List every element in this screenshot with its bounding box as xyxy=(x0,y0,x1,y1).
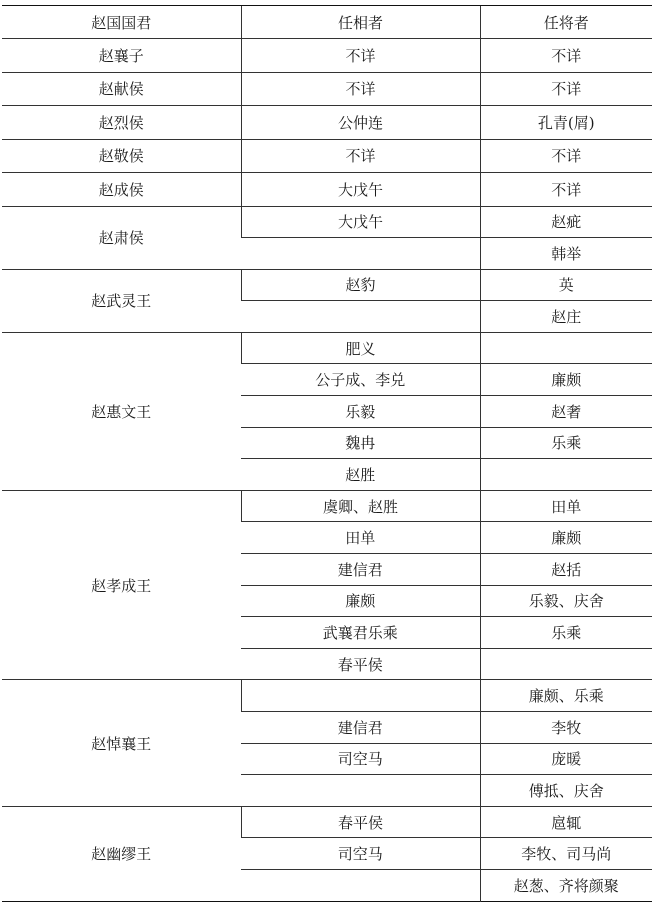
chancellor-cell: 大戊午 xyxy=(241,206,480,238)
general-cell xyxy=(480,332,652,364)
chancellor-cell xyxy=(241,869,480,901)
chancellor-cell: 乐毅 xyxy=(241,396,480,428)
general-cell: 庞暖 xyxy=(480,743,652,775)
general-cell: 廉颇 xyxy=(480,364,652,396)
general-cell: 英 xyxy=(480,269,652,301)
general-cell: 不详 xyxy=(480,39,652,73)
chancellor-cell xyxy=(241,238,480,270)
general-cell: 李牧、司马尚 xyxy=(480,838,652,870)
chancellor-cell: 魏冉 xyxy=(241,427,480,459)
table-row xyxy=(2,139,652,173)
table-row xyxy=(2,490,652,522)
chancellor-cell: 司空马 xyxy=(241,743,480,775)
chancellor-cell: 肥义 xyxy=(241,332,480,364)
ruler-cell: 赵成侯 xyxy=(2,173,241,207)
general-cell: 廉颇 xyxy=(480,522,652,554)
general-cell: 赵庄 xyxy=(480,301,652,333)
chancellor-cell: 不详 xyxy=(241,39,480,73)
general-cell: 不详 xyxy=(480,139,652,173)
general-cell: 廉颇、乐乘 xyxy=(480,680,652,712)
ruler-cell: 赵幽缪王 xyxy=(2,806,241,901)
general-cell: 乐乘 xyxy=(480,617,652,649)
chancellor-cell: 廉颇 xyxy=(241,585,480,617)
ruler-cell: 赵孝成王 xyxy=(2,490,241,680)
general-cell: 不详 xyxy=(480,72,652,106)
ruler-cell: 赵烈侯 xyxy=(2,106,241,140)
general-cell: 乐乘 xyxy=(480,427,652,459)
general-cell: 傅抵、庆舍 xyxy=(480,775,652,807)
chancellor-cell: 春平侯 xyxy=(241,648,480,680)
chancellor-cell: 不详 xyxy=(241,139,480,173)
header-row xyxy=(2,6,652,39)
table-row xyxy=(2,106,652,140)
ruler-cell: 赵敬侯 xyxy=(2,139,241,173)
ruler-cell: 赵惠文王 xyxy=(2,332,241,490)
header-ruler: 赵国国君 xyxy=(2,6,241,39)
general-cell: 韩举 xyxy=(480,238,652,270)
general-cell xyxy=(480,459,652,491)
general-cell: 赵葱、齐将颜聚 xyxy=(480,869,652,901)
general-cell: 赵奢 xyxy=(480,396,652,428)
chancellor-cell: 建信君 xyxy=(241,712,480,744)
table-row xyxy=(2,173,652,207)
ruler-cell: 赵悼襄王 xyxy=(2,680,241,806)
general-cell: 不详 xyxy=(480,173,652,207)
general-cell: 李牧 xyxy=(480,712,652,744)
chancellor-cell: 建信君 xyxy=(241,554,480,586)
chancellor-cell: 虞卿、赵胜 xyxy=(241,490,480,522)
general-cell: 孔青(屑) xyxy=(480,106,652,140)
general-cell: 田单 xyxy=(480,490,652,522)
header-chancellor: 任相者 xyxy=(241,6,480,39)
ruler-cell: 赵武灵王 xyxy=(2,269,241,332)
ruler-cell: 赵献侯 xyxy=(2,72,241,106)
table-row xyxy=(2,806,652,838)
chancellor-cell: 赵豹 xyxy=(241,269,480,301)
chancellor-cell: 赵胜 xyxy=(241,459,480,491)
chancellor-cell: 公子成、李兑 xyxy=(241,364,480,396)
chancellor-cell xyxy=(241,680,480,712)
general-cell: 赵疵 xyxy=(480,206,652,238)
ruler-cell: 赵肃侯 xyxy=(2,206,241,269)
header-general: 任将者 xyxy=(480,6,652,39)
chancellor-cell: 武襄君乐乘 xyxy=(241,617,480,649)
chancellor-cell: 公仲连 xyxy=(241,106,480,140)
general-cell: 赵括 xyxy=(480,554,652,586)
table-row xyxy=(2,680,652,712)
chancellor-cell: 大戊午 xyxy=(241,173,480,207)
table-row xyxy=(2,72,652,106)
table-row xyxy=(2,332,652,364)
chancellor-cell: 不详 xyxy=(241,72,480,106)
table-row xyxy=(2,39,652,73)
table-row xyxy=(2,269,652,301)
chancellor-cell: 田单 xyxy=(241,522,480,554)
chancellor-cell: 春平侯 xyxy=(241,806,480,838)
rulers-ministers-generals-table xyxy=(2,5,652,902)
general-cell xyxy=(480,648,652,680)
chancellor-cell xyxy=(241,301,480,333)
table-body xyxy=(2,39,652,902)
ruler-cell: 赵襄子 xyxy=(2,39,241,73)
table-row xyxy=(2,206,652,238)
chancellor-cell: 司空马 xyxy=(241,838,480,870)
chancellor-cell xyxy=(241,775,480,807)
general-cell: 扈辄 xyxy=(480,806,652,838)
general-cell: 乐毅、庆舍 xyxy=(480,585,652,617)
